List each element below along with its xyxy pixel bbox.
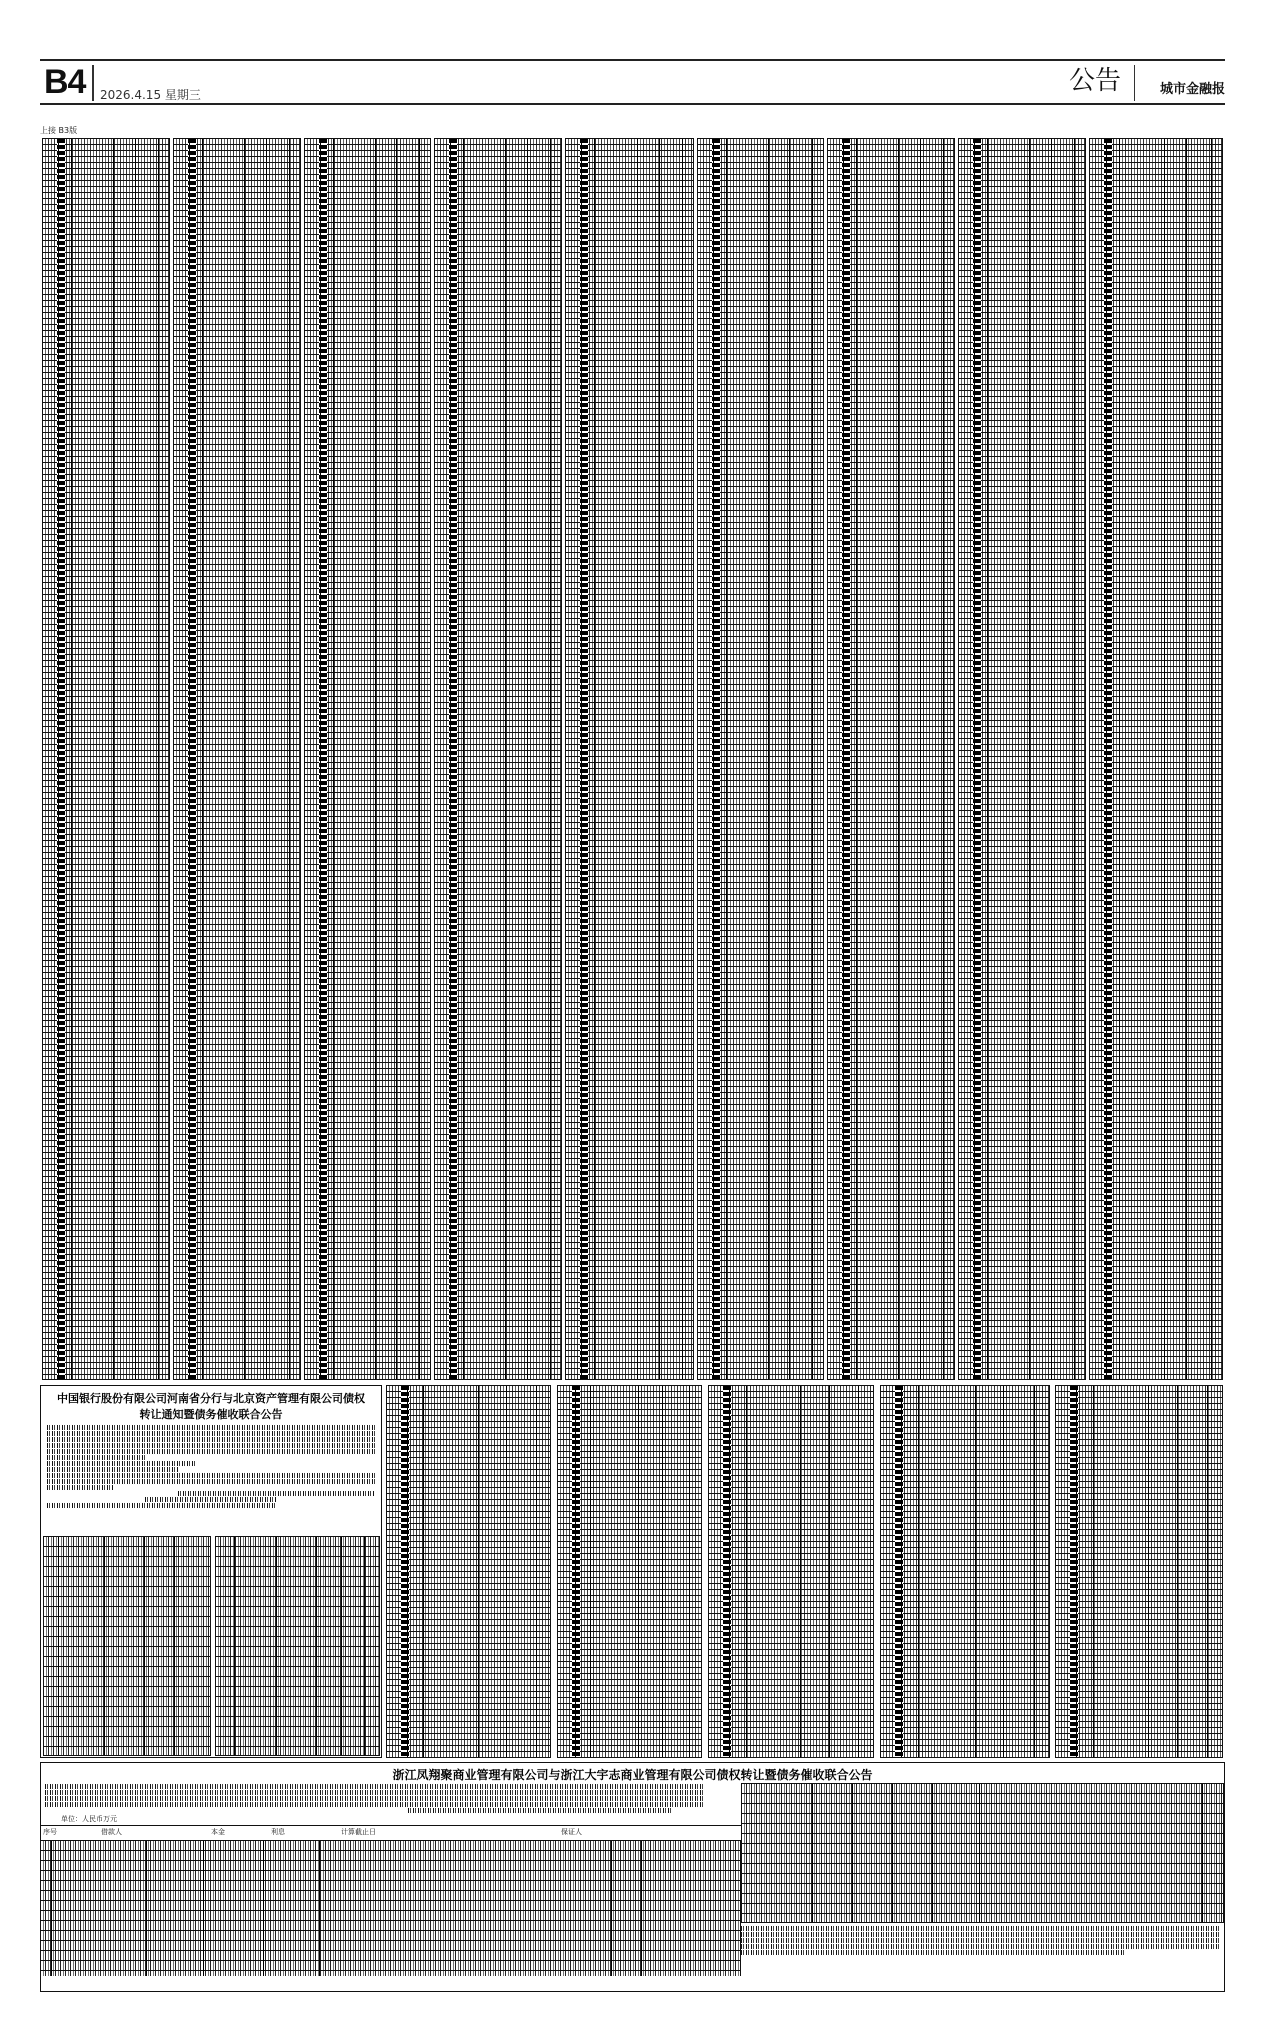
col-header-principal: 本金	[211, 1828, 225, 1836]
top-rule	[40, 59, 1225, 61]
column-divider	[1034, 1386, 1035, 1757]
column-divider	[581, 139, 582, 1379]
column-divider	[1186, 139, 1187, 1379]
column-divider	[637, 139, 638, 1379]
column-divider	[726, 139, 727, 1379]
announcement-2-intro	[45, 1783, 705, 1814]
col-header-interest: 利息	[271, 1828, 285, 1836]
column-divider	[920, 139, 921, 1379]
announcement-2	[40, 1762, 1225, 1992]
table-column-block	[1055, 1385, 1223, 1758]
announcement-1-title-line2: 转让通知暨债务催收联合公告	[139, 1408, 283, 1421]
column-divider	[918, 1386, 919, 1757]
col-header-cutoff-date: 计算截止日	[341, 1828, 376, 1836]
column-divider	[843, 139, 844, 1379]
column-divider	[659, 139, 660, 1379]
column-divider	[463, 139, 464, 1379]
table-column-block	[386, 1385, 551, 1758]
announcement-1-table-right	[215, 1536, 380, 1756]
unit-note: 单位：人民币万元	[61, 1815, 117, 1823]
column-divider	[266, 139, 267, 1379]
column-divider	[189, 139, 190, 1379]
column-divider	[729, 1386, 730, 1757]
section-title: 公告	[1068, 66, 1121, 96]
column-divider	[856, 139, 857, 1379]
column-divider	[1106, 139, 1107, 1379]
column-divider	[1207, 1386, 1208, 1757]
table-column-block	[880, 1385, 1050, 1758]
table-column-block	[697, 138, 824, 1380]
masthead-divider-right	[1134, 65, 1135, 101]
col-header-index: 序号	[43, 1828, 57, 1836]
column-divider	[506, 1386, 507, 1757]
column-divider	[1051, 139, 1052, 1379]
column-divider	[662, 1386, 663, 1757]
column-divider	[407, 1386, 408, 1757]
column-divider	[1029, 139, 1030, 1379]
column-divider	[987, 139, 988, 1379]
announcement-1-title-line1: 中国银行股份有限公司河南省分行与北京资产管理有限公司债权	[57, 1392, 365, 1405]
column-divider	[943, 139, 944, 1379]
column-divider	[423, 1386, 424, 1757]
column-divider	[158, 139, 159, 1379]
column-divider	[550, 139, 551, 1379]
column-divider	[450, 139, 451, 1379]
column-divider	[536, 1386, 537, 1757]
column-divider	[320, 139, 321, 1379]
column-divider	[829, 1386, 830, 1757]
row-marker-strip	[572, 1386, 580, 1757]
table-column-block	[1089, 138, 1223, 1380]
table-column-block	[434, 138, 562, 1380]
col-header-guarantor: 保证人	[561, 1828, 582, 1836]
issue-date: 2026.4.15 星期三	[100, 88, 201, 102]
column-divider	[789, 139, 790, 1379]
column-divider	[71, 139, 72, 1379]
column-divider	[58, 139, 59, 1379]
column-divider	[396, 139, 397, 1379]
column-divider	[1093, 1386, 1094, 1757]
column-divider	[202, 139, 203, 1379]
table-column-block	[958, 138, 1086, 1380]
masthead-divider	[92, 65, 94, 101]
column-divider	[901, 1386, 902, 1757]
masthead-bottom-rule	[40, 103, 1225, 105]
column-divider	[1074, 139, 1075, 1379]
column-divider	[594, 139, 595, 1379]
column-divider	[1177, 1386, 1178, 1757]
table-column-block	[565, 138, 694, 1380]
column-divider	[858, 1386, 859, 1757]
announcement-1-table-left	[43, 1536, 211, 1756]
column-divider	[478, 1386, 479, 1757]
column-divider	[1148, 1386, 1149, 1757]
column-divider	[505, 139, 506, 1379]
column-divider	[1211, 139, 1212, 1379]
announcement-2-table-right	[741, 1783, 1224, 1923]
column-divider	[975, 1386, 976, 1757]
table-column-block	[557, 1385, 702, 1758]
announcement-1	[40, 1385, 382, 1758]
announcement-2-title: 浙江凤翔聚商业管理有限公司与浙江大宇志商业管理有限公司债权转让暨债务催收联合公告	[392, 1768, 873, 1782]
column-divider	[419, 139, 420, 1379]
page-number: B4	[44, 63, 86, 101]
column-divider	[800, 1386, 801, 1757]
col-header-borrower: 借款人	[101, 1828, 122, 1836]
announcement-2-table-left-body	[41, 1840, 741, 1976]
column-divider	[974, 139, 975, 1379]
column-divider	[590, 1386, 591, 1757]
column-divider	[1003, 1386, 1004, 1757]
column-divider	[527, 139, 528, 1379]
table-column-block	[173, 138, 301, 1380]
announcement-2-footer	[741, 1925, 1221, 1956]
column-divider	[575, 1386, 576, 1757]
column-divider	[898, 139, 899, 1379]
column-divider	[333, 139, 334, 1379]
column-divider	[289, 139, 290, 1379]
column-divider	[713, 139, 714, 1379]
column-divider	[375, 139, 376, 1379]
announcement-1-body	[41, 1422, 381, 1511]
column-divider	[244, 139, 245, 1379]
column-divider	[746, 1386, 747, 1757]
column-divider	[135, 139, 136, 1379]
table-column-block	[42, 138, 170, 1380]
announcement-2-table-left	[41, 1825, 741, 1976]
column-divider	[113, 139, 114, 1379]
column-divider	[1076, 1386, 1077, 1757]
column-divider	[1164, 139, 1165, 1379]
column-divider	[689, 1386, 690, 1757]
continued-label: 上接 B3版	[40, 126, 78, 135]
table-column-block	[708, 1385, 874, 1758]
column-divider	[1119, 139, 1120, 1379]
table-column-block	[827, 138, 955, 1380]
column-divider	[638, 1386, 639, 1757]
column-divider	[812, 139, 813, 1379]
column-divider	[768, 139, 769, 1379]
column-divider	[682, 139, 683, 1379]
table-column-block	[304, 138, 431, 1380]
newspaper-logo: 城市金融报	[1159, 82, 1225, 97]
